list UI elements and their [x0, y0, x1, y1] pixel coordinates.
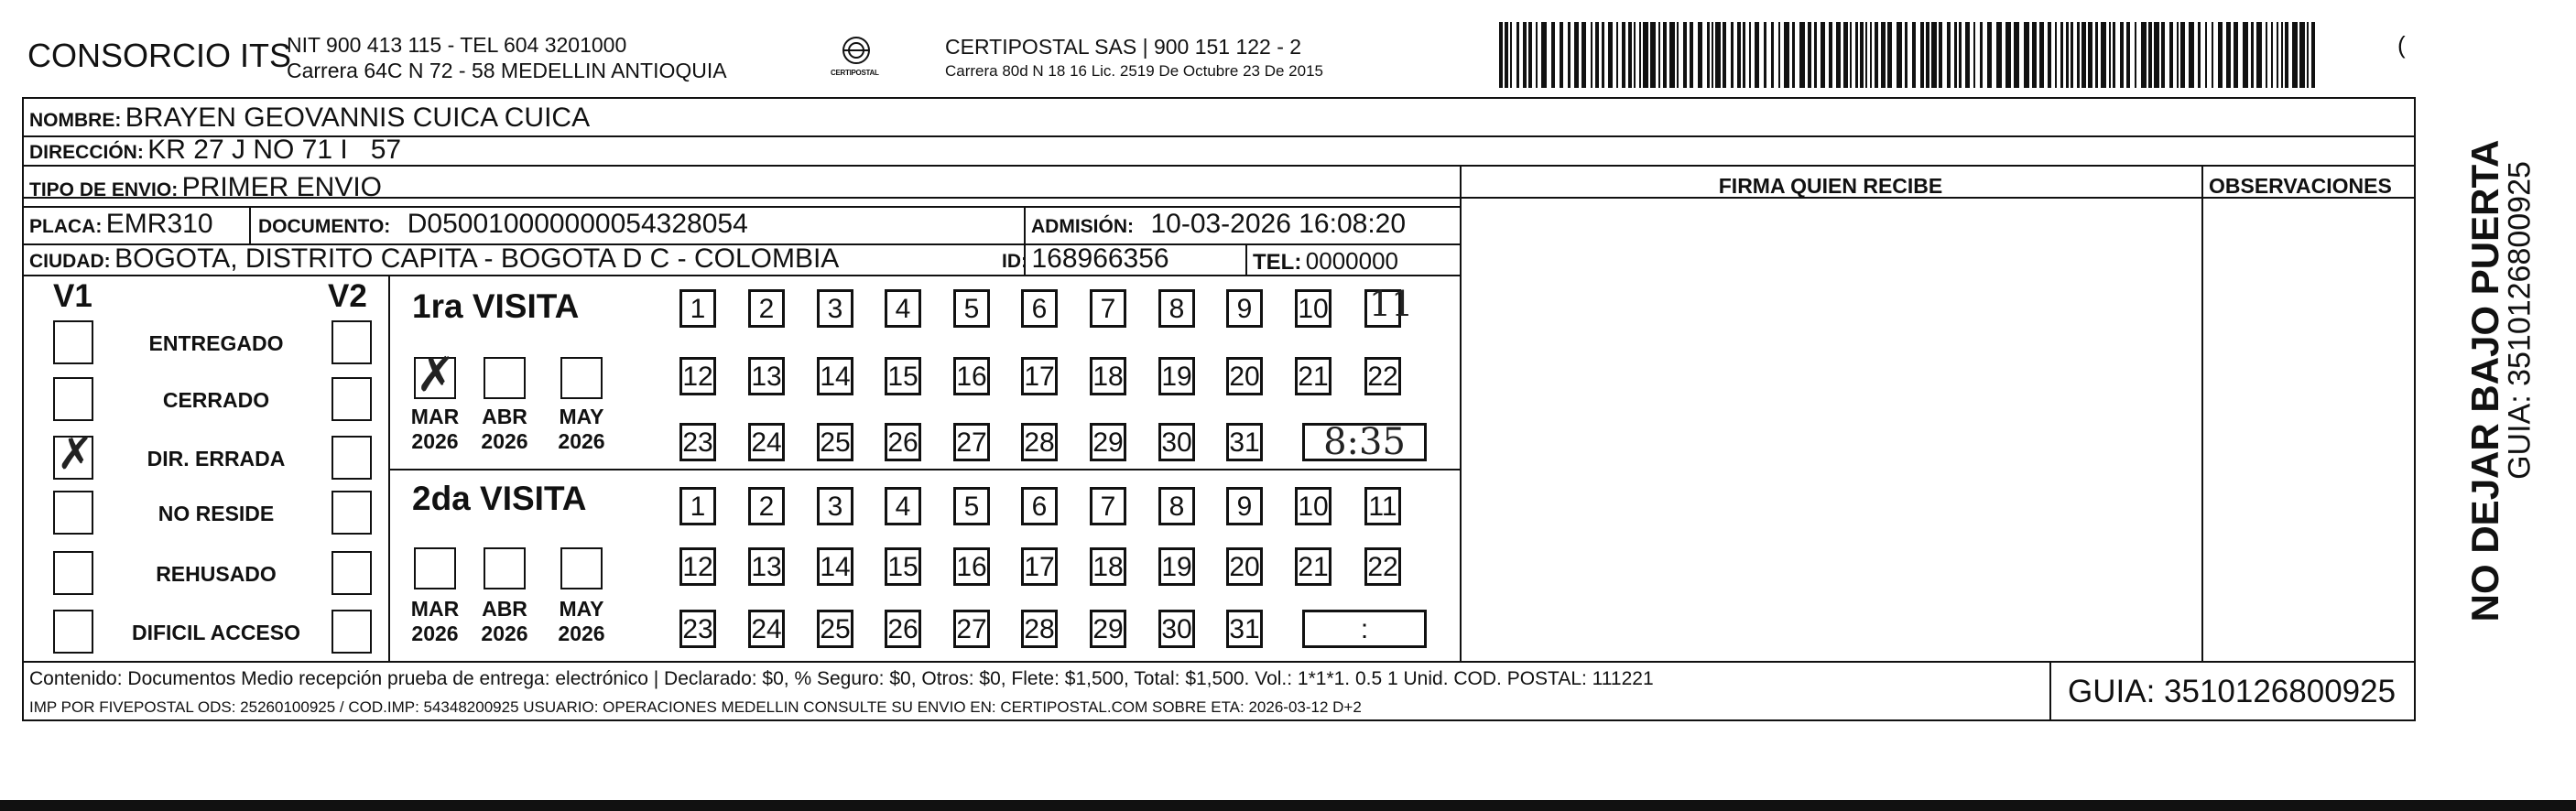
- day-box[interactable]: 17: [1021, 357, 1058, 395]
- v1-check-mark: ✗: [57, 428, 94, 480]
- documento-label: DOCUMENTO:: [258, 216, 391, 237]
- barcode-bar: [1947, 22, 1951, 88]
- logo-text: CERTIPOSTAL: [831, 69, 879, 77]
- month-year: 2026: [481, 622, 528, 645]
- day-box[interactable]: 6: [1021, 289, 1058, 328]
- v2-checkbox[interactable]: [332, 377, 372, 421]
- day-box[interactable]: 16: [953, 357, 990, 395]
- day-box[interactable]: 27: [953, 423, 990, 461]
- barcode-bar: [1836, 22, 1841, 88]
- barcode-bar: [2292, 22, 2298, 88]
- tipo-value: PRIMER ENVIO: [181, 172, 383, 202]
- footer-imp: IMP POR FIVEPOSTAL ODS: 25260100925 / COD.IMP: 54348200925 USUARIO: OPERACIONES MEDELLIN CONSULTE SU ENVIO EN: CERTIPOSTAL.COM SOBRE ETA: 2026-03-12 D+2: [29, 698, 1362, 716]
- barcode-bar: [2251, 22, 2254, 88]
- time-box[interactable]: :: [1302, 610, 1427, 648]
- barcode-bar: [2311, 22, 2315, 88]
- day-box[interactable]: 26: [885, 610, 921, 648]
- status-reason-label: DIR. ERRADA: [147, 447, 286, 470]
- month-year: 2026: [411, 429, 459, 453]
- barcode-bar: [1987, 22, 1992, 88]
- nombre-value: BRAYEN GEOVANNIS CUICA CUICA: [125, 103, 591, 133]
- barcode-bar: [2243, 22, 2248, 88]
- barcode-bar: [1634, 22, 1636, 88]
- day-box[interactable]: 22: [1364, 547, 1401, 586]
- barcode-bar: [1850, 22, 1852, 88]
- month-label: [551, 597, 612, 646]
- footer-guia: GUIA: 3510126800925: [2068, 674, 2397, 709]
- day-box[interactable]: 13: [748, 547, 785, 586]
- barcode-bar: [1870, 22, 1872, 88]
- day-box[interactable]: 5: [953, 487, 990, 525]
- certipostal-logo: [829, 35, 884, 82]
- barcode-bar: [2177, 22, 2179, 88]
- barcode-bar: [2101, 22, 2106, 88]
- documento-row: [258, 209, 748, 240]
- barcode-bar: [2277, 22, 2278, 88]
- barcode-bar: [1541, 22, 1547, 88]
- direccion-label: DIRECCIÓN:: [29, 142, 144, 163]
- barcode-bar: [2088, 22, 2092, 88]
- observaciones-area[interactable]: [2203, 198, 2414, 661]
- barcode: [1499, 22, 2318, 88]
- barcode-bar: [1926, 22, 1929, 88]
- day-box[interactable]: 2: [748, 487, 785, 525]
- barcode-bar: [1591, 22, 1592, 88]
- tel-label: TEL:: [1253, 250, 1302, 275]
- direccion-row: [29, 135, 401, 166]
- barcode-bar: [2256, 22, 2262, 88]
- status-reason-label: ENTREGADO: [148, 331, 284, 355]
- barcode-bar: [2161, 22, 2165, 88]
- day-box[interactable]: 21: [1295, 547, 1331, 586]
- barcode-bar: [1771, 22, 1774, 88]
- barcode-bar: [1792, 22, 1795, 88]
- barcode-bar: [1887, 22, 1892, 88]
- barcode-bar: [1764, 22, 1766, 88]
- barcode-bar: [1669, 22, 1675, 88]
- day-box[interactable]: 19: [1158, 547, 1195, 586]
- barcode-bar: [1965, 22, 1970, 88]
- admision-label: ADMISIÓN:: [1031, 216, 1134, 237]
- barcode-bar: [1860, 22, 1864, 88]
- direccion-value: KR 27 J NO 71 I 57: [147, 135, 402, 165]
- ciudad-label: CIUDAD:: [29, 251, 111, 272]
- day-box[interactable]: 23: [679, 423, 716, 461]
- month-year: 2026: [481, 429, 528, 453]
- barcode-bar: [1677, 22, 1679, 88]
- day-box[interactable]: 14: [817, 357, 853, 395]
- barcode-bar: [1814, 22, 1817, 88]
- day-box[interactable]: 15: [885, 547, 921, 586]
- barcode-bar: [2109, 22, 2111, 88]
- month-checkbox-may[interactable]: [560, 547, 603, 589]
- barcode-bar: [1737, 22, 1741, 88]
- footer-guia-box: [2049, 661, 2051, 721]
- day-box[interactable]: 23: [679, 610, 716, 648]
- barcode-bar: [1881, 22, 1886, 88]
- barcode-bar: [2169, 22, 2173, 88]
- month-name: MAY: [559, 597, 604, 621]
- month-name: ABR: [482, 405, 527, 428]
- barcode-bar: [1551, 22, 1555, 88]
- day-box[interactable]: 4: [885, 289, 921, 328]
- placa-label: PLACA:: [29, 216, 103, 237]
- month-label: [405, 597, 465, 646]
- barcode-bar: [1920, 22, 1924, 88]
- id-row: [1002, 243, 1169, 275]
- day-box[interactable]: 12: [679, 357, 716, 395]
- barcode-bar: [1581, 22, 1586, 88]
- barcode-bar: [1523, 22, 1527, 88]
- day-box[interactable]: 8: [1158, 289, 1195, 328]
- visit1-title: 1ra VISITA: [412, 287, 580, 325]
- v1-checkbox[interactable]: [53, 551, 93, 595]
- day-box[interactable]: 25: [817, 423, 853, 461]
- barcode-bar: [1996, 22, 2002, 88]
- barcode-bar: [1683, 22, 1687, 88]
- barcode-bar: [2212, 22, 2213, 88]
- day-box[interactable]: 22: [1364, 357, 1401, 395]
- admision-value: 10-03-2026 16:08:20: [1150, 209, 1407, 239]
- status-reason-label: REHUSADO: [156, 562, 277, 586]
- barcode-bar: [2285, 22, 2288, 88]
- tipo-label: TIPO DE ENVIO:: [29, 179, 179, 200]
- day-box[interactable]: 29: [1090, 610, 1126, 648]
- barcode-bar: [2141, 22, 2147, 88]
- certipostal-line: CERTIPOSTAL SAS | 900 151 122 - 2: [945, 35, 1302, 59]
- day-box[interactable]: 15: [885, 357, 921, 395]
- barcode-bar: [2307, 22, 2309, 88]
- barcode-bar: [1808, 22, 1811, 88]
- barcode-bar: [1536, 22, 1538, 88]
- no-dejar-bajo-puerta: NO DEJAR BAJO PUERTA: [2463, 139, 2506, 622]
- month-name: MAR: [410, 405, 460, 428]
- barcode-bar: [1707, 22, 1710, 88]
- day-box[interactable]: 20: [1226, 357, 1263, 395]
- barcode-bar: [2266, 22, 2267, 88]
- v1-label: V1: [53, 278, 92, 314]
- license-line: Carrera 80d N 18 16 Lic. 2519 De Octubre 23 De 2015: [945, 62, 1323, 80]
- barcode-bar: [1608, 22, 1613, 88]
- barcode-bar: [2055, 22, 2057, 88]
- barcode-bar: [2005, 22, 2011, 88]
- v1-checkbox[interactable]: [53, 491, 93, 535]
- barcode-bar: [1568, 22, 1571, 88]
- barcode-bar: [1912, 22, 1916, 88]
- day-box[interactable]: 27: [953, 610, 990, 648]
- barcode-bar: [1778, 22, 1780, 88]
- barcode-bar: [1528, 22, 1532, 88]
- month-name: MAY: [559, 405, 604, 428]
- day-box[interactable]: 28: [1021, 423, 1058, 461]
- id-label: ID:: [1002, 251, 1027, 272]
- day-box[interactable]: 9: [1226, 289, 1263, 328]
- day-box[interactable]: 8: [1158, 487, 1195, 525]
- barcode-bar: [1939, 22, 1942, 88]
- side-guia: GUIA: 3510126800925: [2502, 161, 2538, 480]
- day-box[interactable]: 7: [1090, 289, 1126, 328]
- barcode-bar: [1973, 22, 1975, 88]
- footer-contenido: Contenido: Documentos Medio recepción prueba de entrega: electrónico | Declarado: $0, % Seguro: $0, Otros: $0, Flete: $1,500, Total: $1,500. Vol.: 1*1*1. 0.5 1 Unid. COD. POSTAL: 111221: [29, 668, 1654, 689]
- barcode-bar: [1821, 22, 1825, 88]
- barcode-bar: [1875, 22, 1878, 88]
- day-box[interactable]: 25: [817, 610, 853, 648]
- barcode-bar: [2081, 22, 2086, 88]
- barcode-bar: [1658, 22, 1660, 88]
- barcode-bar: [1622, 22, 1625, 88]
- month-label: [551, 405, 612, 454]
- barcode-bar: [1784, 22, 1789, 88]
- day-box[interactable]: 9: [1226, 487, 1263, 525]
- v2-checkbox[interactable]: [332, 491, 372, 535]
- barcode-bar: [1980, 22, 1983, 88]
- company-name: CONSORCIO ITS: [27, 37, 292, 74]
- barcode-bar: [1628, 22, 1632, 88]
- tipo-row: [29, 172, 382, 203]
- nombre-label: NOMBRE:: [29, 110, 122, 131]
- barcode-bar: [2135, 22, 2136, 88]
- status-reason-label: NO RESIDE: [158, 502, 275, 525]
- barcode-bar: [1931, 22, 1937, 88]
- day-box[interactable]: 6: [1021, 487, 1058, 525]
- barcode-bar: [2281, 22, 2283, 88]
- month-name: MAR: [410, 597, 460, 621]
- barcode-bar: [1799, 22, 1805, 88]
- month-label: [474, 597, 535, 646]
- time-box[interactable]: 8:35: [1302, 423, 1427, 461]
- v2-checkbox[interactable]: [332, 320, 372, 364]
- barcode-bar: [2189, 22, 2194, 88]
- month-checkbox-abr[interactable]: [484, 547, 526, 589]
- barcode-bar: [2071, 22, 2073, 88]
- barcode-bar: [1897, 22, 1902, 88]
- barcode-bar: [1731, 22, 1734, 88]
- day-box[interactable]: 4: [885, 487, 921, 525]
- v1-checkbox[interactable]: [53, 320, 93, 364]
- barcode-bar: [1698, 22, 1702, 88]
- placa-row: [29, 209, 213, 240]
- barcode-bar: [1595, 22, 1599, 88]
- day-box[interactable]: 14: [817, 547, 853, 586]
- handwritten-day: 11: [1369, 284, 1414, 324]
- v2-checkbox[interactable]: [332, 610, 372, 654]
- barcode-bar: [1715, 22, 1721, 88]
- barcode-bar: [1843, 22, 1848, 88]
- status-reason-label: CERRADO: [162, 388, 270, 412]
- day-box[interactable]: 2: [748, 289, 785, 328]
- tel-value: 0000000: [1305, 247, 1399, 275]
- ciudad-row: [29, 243, 839, 275]
- day-box[interactable]: 18: [1090, 547, 1126, 586]
- barcode-bar: [1516, 22, 1519, 88]
- barcode-bar: [2120, 22, 2124, 88]
- month-label: [405, 405, 465, 454]
- day-box[interactable]: 7: [1090, 487, 1126, 525]
- barcode-bar: [2077, 22, 2080, 88]
- barcode-bar: [1865, 22, 1867, 88]
- barcode-bar: [2271, 22, 2273, 88]
- barcode-bar: [2024, 22, 2029, 88]
- v1-checkbox[interactable]: [53, 377, 93, 421]
- day-box[interactable]: 3: [817, 289, 853, 328]
- barcode-bar: [2198, 22, 2201, 88]
- month-checkbox-abr[interactable]: [484, 357, 526, 399]
- month-checkbox-mar[interactable]: [414, 547, 456, 589]
- v2-checkbox[interactable]: [332, 551, 372, 595]
- barcode-bar: [2113, 22, 2115, 88]
- day-box[interactable]: 20: [1226, 547, 1263, 586]
- address-line: Carrera 64C N 72 - 58 MEDELLIN ANTIOQUIA: [287, 59, 727, 82]
- barcode-bar: [2205, 22, 2207, 88]
- page-bottom-edge: [0, 800, 2576, 811]
- v2-label: V2: [328, 278, 367, 314]
- day-box[interactable]: 24: [748, 610, 785, 648]
- day-box[interactable]: 11: [1364, 487, 1401, 525]
- day-box[interactable]: 1: [679, 487, 716, 525]
- barcode-bar: [2048, 22, 2051, 88]
- barcode-bar: [2014, 22, 2019, 88]
- day-box[interactable]: 30: [1158, 423, 1195, 461]
- barcode-bar: [2180, 22, 2185, 88]
- firma-area[interactable]: [1462, 198, 2200, 661]
- barcode-bar: [2066, 22, 2069, 88]
- status-reason-label: DIFICIL ACCESO: [131, 621, 300, 644]
- admision-row: [1031, 209, 1406, 240]
- barcode-bar: [2218, 22, 2223, 88]
- barcode-bar: [1663, 22, 1667, 88]
- barcode-bar: [1574, 22, 1579, 88]
- barcode-bar: [1743, 22, 1745, 88]
- barcode-bar: [2039, 22, 2044, 88]
- v2-checkbox[interactable]: [332, 436, 372, 480]
- nombre-row: [29, 103, 590, 134]
- barcode-bar: [2095, 22, 2098, 88]
- month-year: 2026: [558, 622, 605, 645]
- day-box[interactable]: 26: [885, 423, 921, 461]
- day-box[interactable]: 30: [1158, 610, 1195, 648]
- barcode-bar: [1639, 22, 1641, 88]
- barcode-bar: [1855, 22, 1858, 88]
- month-name: ABR: [482, 597, 527, 621]
- month-label: [474, 405, 535, 454]
- corner-mark: (: [2397, 31, 2406, 59]
- day-box[interactable]: 13: [748, 357, 785, 395]
- barcode-bar: [2154, 22, 2159, 88]
- barcode-bar: [2226, 22, 2231, 88]
- month-year: 2026: [411, 622, 459, 645]
- day-box[interactable]: 24: [748, 423, 785, 461]
- documento-value: D050010000000054328054: [407, 209, 748, 239]
- day-box[interactable]: 21: [1295, 357, 1331, 395]
- barcode-bar: [1954, 22, 1957, 88]
- observaciones-header: OBSERVACIONES: [2209, 174, 2392, 198]
- day-box[interactable]: 18: [1090, 357, 1126, 395]
- barcode-bar: [1643, 22, 1648, 88]
- barcode-bar: [2299, 22, 2305, 88]
- nit-line: NIT 900 413 115 - TEL 604 3201000: [287, 33, 627, 57]
- barcode-bar: [1510, 22, 1512, 88]
- firma-header: FIRMA QUIEN RECIBE: [1718, 174, 1943, 198]
- barcode-bar: [1560, 22, 1563, 88]
- day-box[interactable]: 28: [1021, 610, 1058, 648]
- barcode-bar: [1905, 22, 1908, 88]
- barcode-bar: [1959, 22, 1962, 88]
- day-box[interactable]: 16: [953, 547, 990, 586]
- barcode-bar: [1499, 22, 1503, 88]
- barcode-bar: [2234, 22, 2238, 88]
- tel-row: [1253, 247, 1398, 276]
- day-box[interactable]: 17: [1021, 547, 1058, 586]
- barcode-bar: [1829, 22, 1832, 88]
- barcode-bar: [1712, 22, 1713, 88]
- barcode-bar: [1749, 22, 1751, 88]
- day-box[interactable]: 29: [1090, 423, 1126, 461]
- barcode-bar: [1650, 22, 1656, 88]
- v1-checkbox[interactable]: [53, 610, 93, 654]
- barcode-bar: [2032, 22, 2037, 88]
- barcode-bar: [1755, 22, 1759, 88]
- day-box[interactable]: 19: [1158, 357, 1195, 395]
- day-box[interactable]: 5: [953, 289, 990, 328]
- barcode-bar: [2060, 22, 2063, 88]
- ciudad-value: BOGOTA, DISTRITO CAPITA - BOGOTA D C - COLOMBIA: [114, 243, 840, 274]
- barcode-bar: [1616, 22, 1618, 88]
- id-value: 168966356: [1031, 243, 1169, 274]
- day-box[interactable]: 10: [1295, 487, 1331, 525]
- barcode-bar: [1505, 22, 1508, 88]
- barcode-bar: [2148, 22, 2152, 88]
- day-box[interactable]: 10: [1295, 289, 1331, 328]
- month-checkbox-may[interactable]: [560, 357, 603, 399]
- day-box[interactable]: 31: [1226, 610, 1263, 648]
- barcode-bar: [1602, 22, 1604, 88]
- visit2-title: 2da VISITA: [412, 480, 587, 517]
- day-box[interactable]: 31: [1226, 423, 1263, 461]
- barcode-bar: [2126, 22, 2130, 88]
- day-box[interactable]: 1: [679, 289, 716, 328]
- month-check-mark: ✗: [416, 348, 456, 403]
- day-box[interactable]: 12: [679, 547, 716, 586]
- month-year: 2026: [558, 429, 605, 453]
- day-box[interactable]: 3: [817, 487, 853, 525]
- placa-value: EMR310: [105, 209, 213, 239]
- barcode-bar: [1723, 22, 1726, 88]
- barcode-bar: [1690, 22, 1693, 88]
